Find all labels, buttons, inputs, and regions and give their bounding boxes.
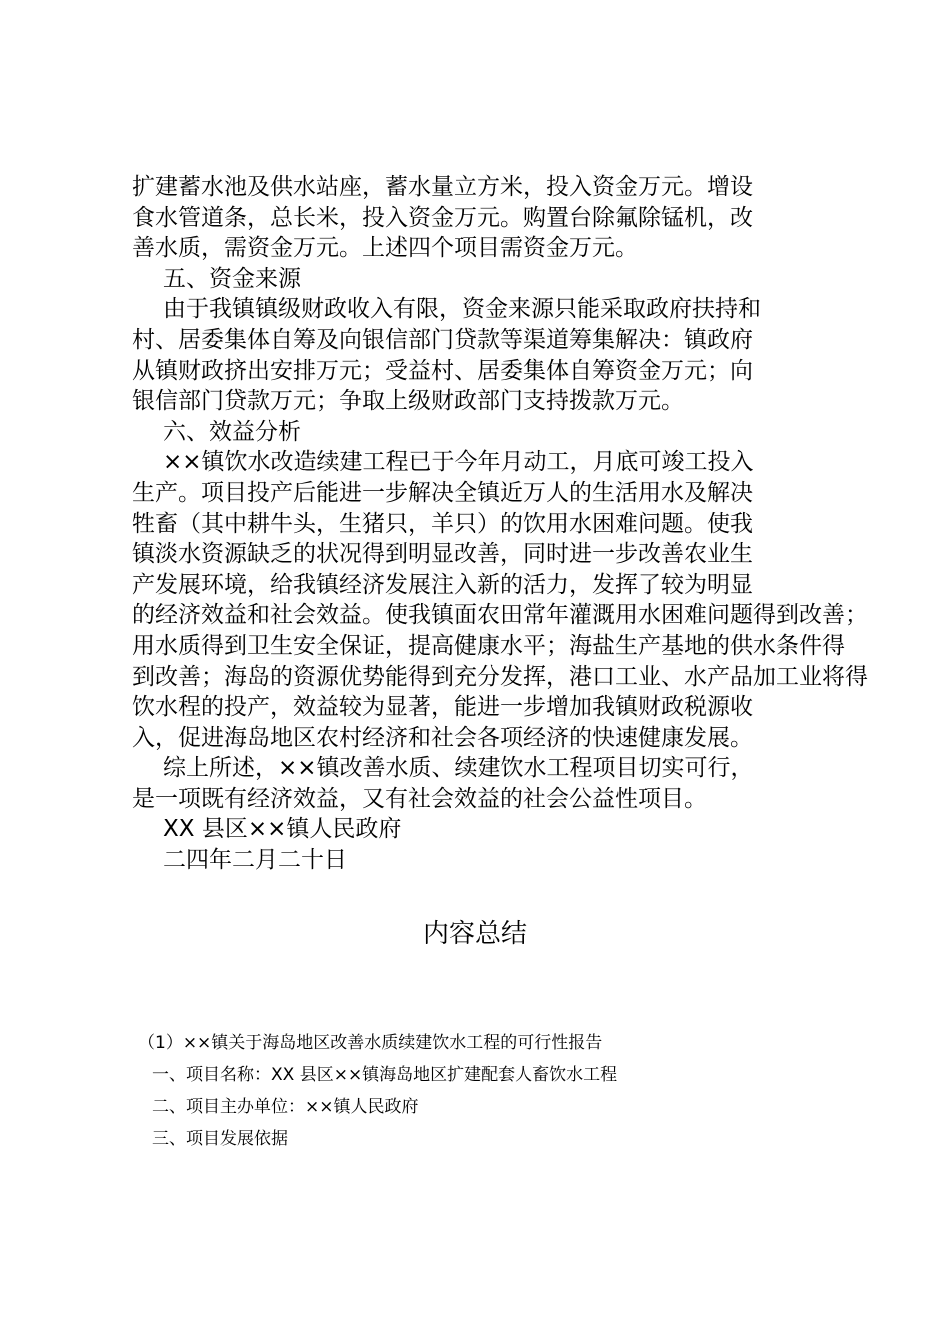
body-line: 由于我镇镇级财政收入有限，资金来源只能采取政府扶持和: [163, 296, 761, 323]
summary-item: 二、项目主办单位：××镇人民政府: [152, 1097, 419, 1117]
body-line: 到改善；海岛的资源优势能得到充分发挥，港口工业、水产品加工业将得: [132, 663, 868, 690]
body-line: 村、居委集体自筹及向银信部门贷款等渠道筹集解决：镇政府: [132, 326, 753, 353]
summary-item: 一、项目名称：XX 县区××镇海岛地区扩建配套人畜饮水工程: [152, 1065, 618, 1085]
body-line: 产发展环境，给我镇经济发展注入新的活力，发挥了较为明显: [132, 571, 753, 598]
report-body: [132, 172, 868, 876]
body-line: 的经济效益和社会效益。使我镇面农田常年灌溉用水困难问题得到改善；: [132, 602, 868, 629]
summary-title: 内容总结: [422, 919, 527, 949]
body-line: 从镇财政挤出安排万元；受益村、居委集体自筹资金万元；向: [132, 357, 753, 384]
body-line: ××镇饮水改造续建工程已于今年月动工，月底可竣工投入: [163, 449, 754, 476]
summary-item: 三、项目发展依据: [152, 1129, 288, 1149]
summary-list: [138, 1027, 898, 1155]
body-line: 牲畜（其中耕牛头，生猪只，羊只）的饮用水困难问题。使我: [132, 510, 753, 537]
body-line: 入，促进海岛地区农村经济和社会各项经济的快速健康发展。: [132, 724, 753, 751]
summary-item: （1）××镇关于海岛地区改善水质续建饮水工程的可行性报告: [138, 1033, 603, 1053]
body-line: 生产。项目投产后能进一步解决全镇近万人的生活用水及解决: [132, 479, 753, 506]
body-line: 用水质得到卫生安全保证，提高健康水平；海盐生产基地的供水条件得: [132, 632, 845, 659]
signature-date: 二四年二月二十日: [163, 847, 347, 874]
body-line: 扩建蓄水池及供水站座，蓄水量立方米，投入资金万元。增设: [132, 174, 753, 200]
body-line: 综上所述，××镇改善水质、续建饮水工程项目切实可行，: [163, 755, 754, 782]
body-line: 食水管道条，总长米，投入资金万元。购置台除氟除锰机，改: [132, 204, 753, 231]
body-line: 镇淡水资源缺乏的状况得到明显改善，同时进一步改善农业生: [132, 541, 753, 568]
section-heading: 五、资金来源: [163, 265, 301, 292]
body-line: 银信部门贷款万元；争取上级财政部门支持拨款万元。: [132, 388, 684, 415]
section-heading: 六、效益分析: [163, 418, 301, 445]
body-line: 是一项既有经济效益，又有社会效益的社会公益性项目。: [132, 785, 707, 812]
signature-organization: XX 县区××镇人民政府: [163, 816, 402, 843]
body-line: 饮水程的投产，效益较为显著，能进一步增加我镇财政税源收: [132, 694, 753, 721]
body-line: 善水质，需资金万元。上述四个项目需资金万元。: [132, 235, 638, 262]
